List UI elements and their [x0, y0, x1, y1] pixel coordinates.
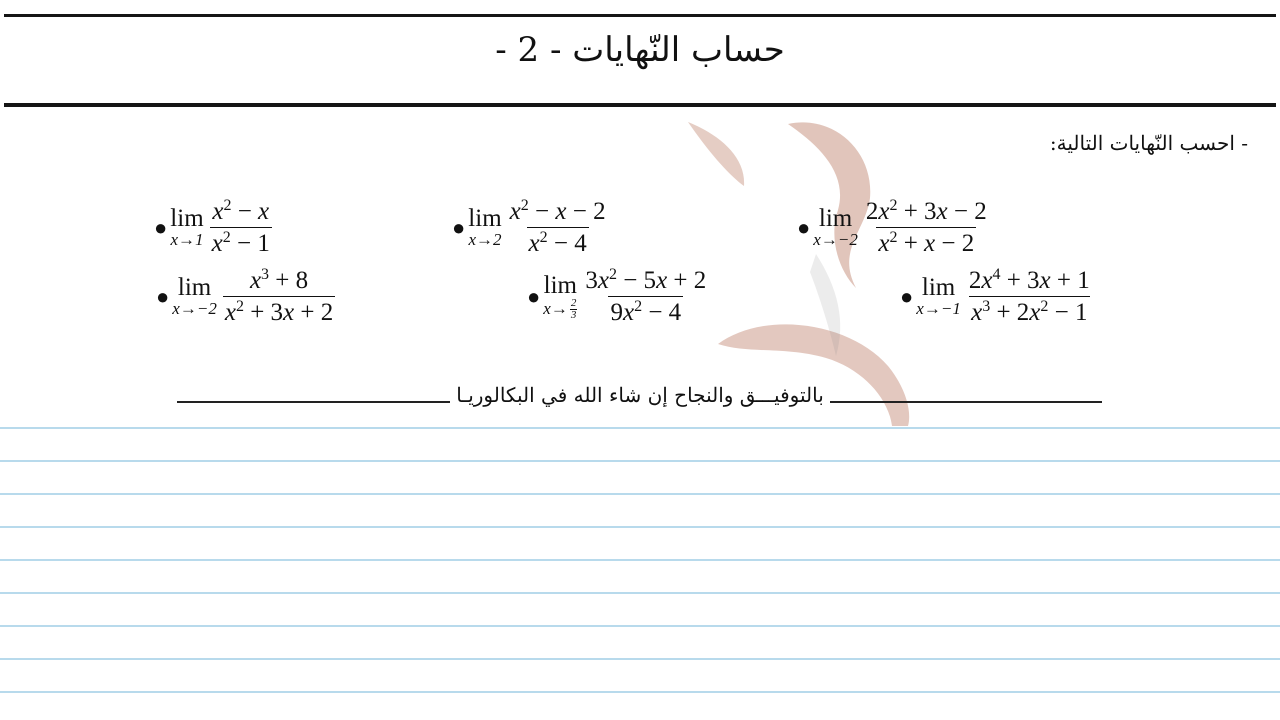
limit-subscript: x→−2 — [813, 230, 858, 249]
denominator: $9x^2 - 4$ — [610, 298, 682, 326]
limit-operator — [813, 206, 858, 249]
denominator: $x^2 - 4$ — [528, 229, 587, 257]
header-top-rule — [4, 14, 1276, 17]
numerator: $x^2 - x$ — [212, 197, 270, 225]
lim-word: lim — [543, 271, 577, 299]
numerator: $2x^4 + 3x + 1$ — [968, 266, 1090, 294]
lim-word: lim — [170, 205, 204, 232]
ruled-line — [0, 658, 1280, 660]
limit-subscript: x→1 — [170, 230, 204, 249]
numerator: $3x^2 - 5x + 2$ — [585, 266, 707, 294]
ruled-line — [0, 691, 1280, 693]
limit-operator — [170, 206, 203, 249]
bullet-icon: ● — [156, 283, 170, 309]
ruled-line — [0, 460, 1280, 462]
ruled-line — [0, 559, 1280, 561]
page-title: حساب النّهايات - 2 - — [495, 30, 785, 70]
ruled-line — [0, 526, 1280, 528]
numerator: $x^3 + 8$ — [249, 266, 309, 294]
limit-subscript: x→−1 — [916, 299, 961, 318]
numerator: $x^2 - x - 2$ — [509, 197, 606, 225]
denominator: $x^2 + 3x + 2$ — [224, 298, 334, 326]
fraction — [864, 196, 989, 259]
ruled-line — [0, 592, 1280, 594]
subscript-fraction: 2 3 — [570, 296, 577, 321]
fraction — [223, 265, 335, 328]
limit-expression-1 — [154, 196, 272, 259]
limit-expression-5 — [527, 265, 708, 328]
bullet-icon: ● — [154, 214, 168, 240]
limit-operator — [543, 273, 577, 321]
lim-word: lim — [818, 205, 853, 232]
fraction — [967, 265, 1092, 328]
footer-text: بالتوفيـــق والنجاح إن شاء الله في البكالوريـا — [450, 383, 830, 407]
ruled-line — [0, 493, 1280, 495]
ruled-line — [0, 427, 1280, 429]
bullet-icon: ● — [527, 283, 541, 309]
limit-operator — [468, 206, 501, 249]
limit-subscript: x→2 — [468, 230, 502, 249]
limit-expression-2 — [452, 196, 608, 259]
denominator: $x^3 + 2x^2 - 1$ — [971, 298, 1088, 326]
lim-word: lim — [177, 274, 212, 301]
bullet-icon: ● — [900, 283, 914, 309]
fraction — [210, 196, 272, 259]
lim-word: lim — [921, 274, 956, 301]
limit-subscript: x → 2 3 — [543, 296, 577, 321]
header-bottom-rule — [4, 103, 1276, 107]
footer-wish — [0, 380, 1280, 410]
ruled-line — [0, 625, 1280, 627]
fraction — [508, 196, 608, 259]
bullet-icon: ● — [452, 214, 466, 240]
limit-expression-3 — [797, 196, 989, 259]
numerator: $2x^2 + 3x - 2$ — [865, 197, 987, 225]
limit-expression-4 — [156, 265, 335, 328]
limit-operator — [916, 275, 961, 318]
lim-word: lim — [468, 205, 502, 232]
denominator: $x^2 - 1$ — [211, 229, 270, 257]
limit-subscript: x→−2 — [172, 299, 217, 318]
limit-expression-6 — [900, 265, 1092, 328]
limit-operator — [172, 275, 217, 318]
bullet-icon: ● — [797, 214, 811, 240]
fraction — [583, 265, 708, 328]
instruction-text: - احسب النّهايات التالية: — [1049, 131, 1248, 155]
denominator: $x^2 + x - 2$ — [878, 229, 975, 257]
